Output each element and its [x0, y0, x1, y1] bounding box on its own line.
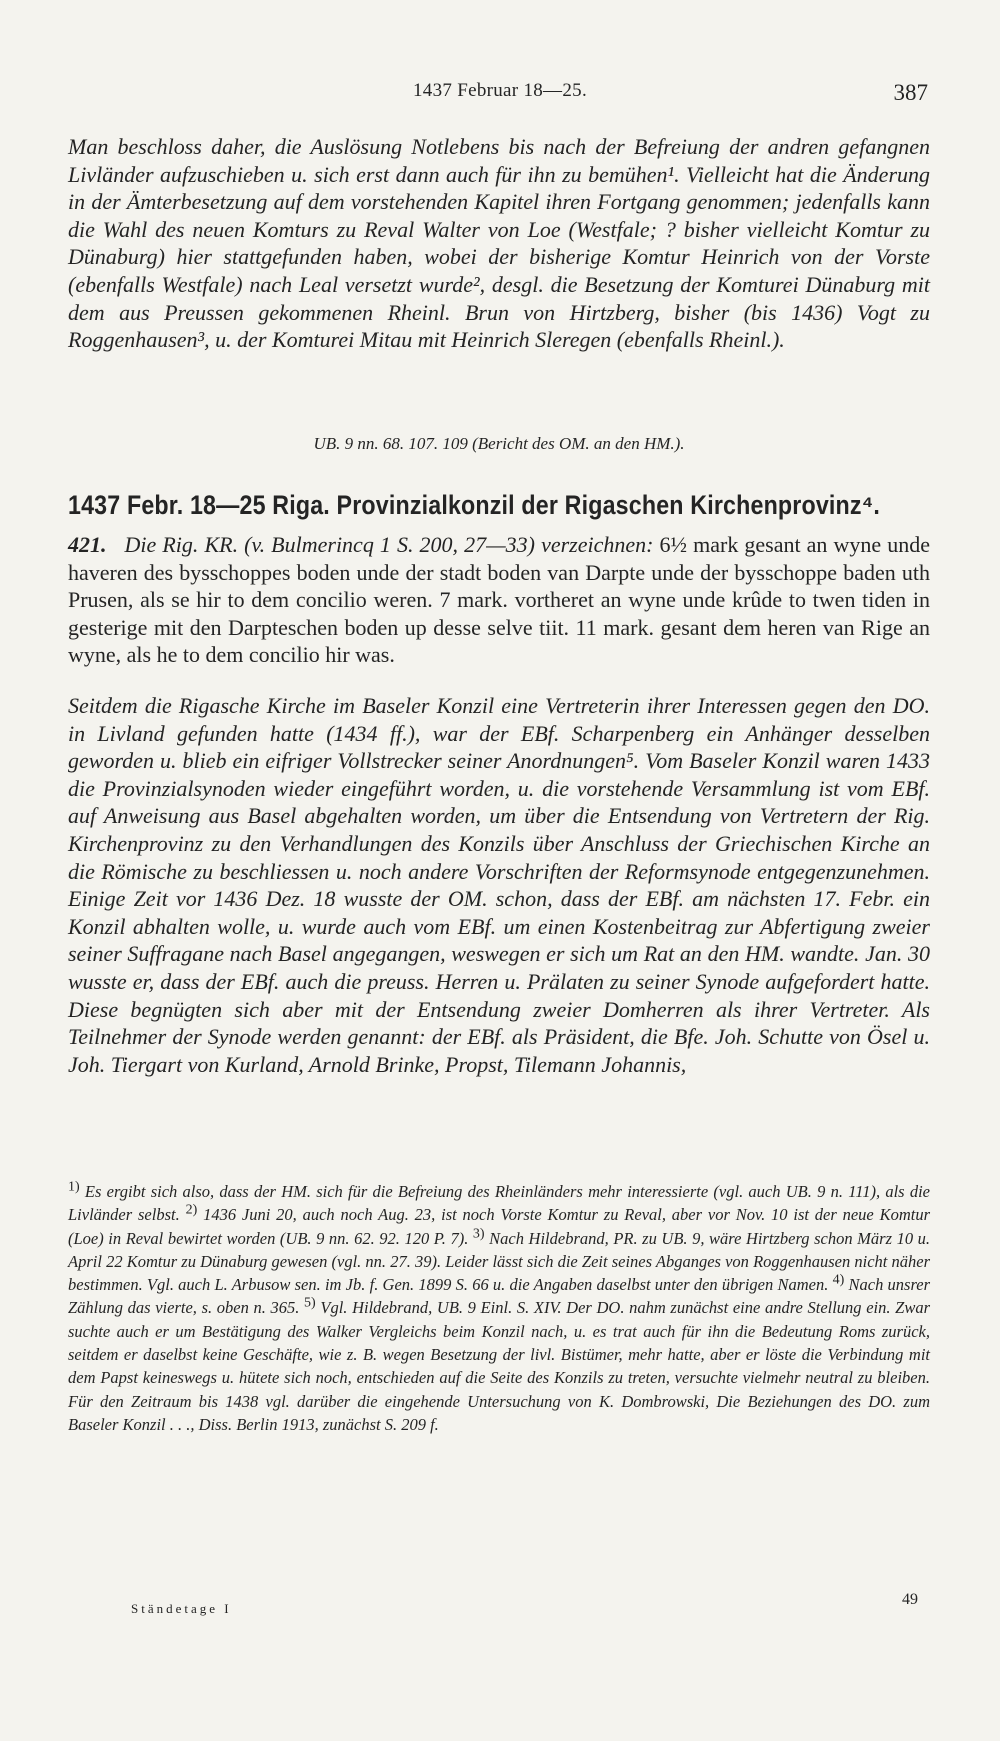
document-intro: Die Rig. KR. (v. Bulmerincq 1 S. 200, 27—33) verzeichnen:	[124, 532, 654, 557]
running-head: 1437 Februar 18—25.	[412, 80, 588, 101]
commentary-paragraph: Man beschloss daher, die Auslösung Notlebens bis nach der Befreiung der andren gefangnen Livländer aufzuschieben u. sich erst dann auch für ihn zu bemühen¹. Vielleicht hat die Änderung in der Ämterbesetzung auf dem vorstehenden Kapitel ihren Fortgang genommen; jedenfalls kann die Wahl des neuen Komturs zu Reval Walter von Loe (Westfale; ? bisher vielleicht Komtur zu Dünaburg) hier stattgefunden haben, wobei der bisherige Komtur Heinrich von der Vorste (ebenfalls Westfale) nach Leal versetzt wurde², desgl. die Besetzung der Komturei Dünaburg mit dem aus Preussen gekommenen Rheinl. Brun von Hirtzberg, bisher (bis 1436) Vogt zu Roggenhausen³, u. der Komturei Mitau mit Heinrich Sleregen (ebenfalls Rheinl.).	[68, 134, 930, 353]
section-heading: 1437 Febr. 18—25 Riga. Provinzialkonzil der Rigaschen Kirchenprovinz⁴.	[68, 490, 880, 520]
document-number: 421.	[68, 532, 107, 557]
commentary-paragraph-2: Seitdem die Rigasche Kirche im Baseler Konzil eine Vertreterin ihrer Interessen gegen den DO. in Livland gefunden hatte (1434 ff.), war der EBf. Scharpenberg ein Anhänger desselben geworden u. blieb ein eifriger Vollstrecker seiner Anordnungen⁵. Vom Baseler Konzil waren 1433 die Provinzialsynoden wieder eingeführt worden, u. die vorstehende Versammlung ist vom EBf. auf Anweisung aus Basel abgehalten worden, um über die Entsendung von Vertretern der Rig. Kirchenprovinz zu den Verhandlungen des Konzils über Anschluss der Griechischen Kirche an die Römische zu beschliessen u. noch andere Vorschriften der Reformsynode entgegenzunehmen. Einige Zeit vor 1436 Dez. 18 wusste der OM. schon, dass der EBf. am nächsten 17. Febr. ein Konzil abhalten wolle, u. wurde auch vom EBf. um einen Kostenbeitrag zur Abfertigung zweier seiner Suffragane nach Basel angegangen, weswegen er sich um Rat an den HM. wandte. Jan. 30 wusste er, dass der EBf. auch die preuss. Herren u. Prälaten zu seiner Synode aufgefordert hatte. Diese begnügten sich aber mit der Entsendung zweier Domherren als ihrer Vertreter. Als Teilnehmer der Synode werden genannt: der EBf. als Präsident, die Bfe. Joh. Schutte von Ösel u. Joh. Tiergart von Kurland, Arnold Brinke, Propst, Tilemann Johannis,	[68, 693, 930, 1077]
footnote-mark: 5)	[304, 1295, 316, 1311]
footnote-text: Nach unsrer Zählung das vierte, s. oben n. 365.	[68, 1275, 931, 1318]
page-body	[68, 133, 930, 1515]
sheet-number: 49	[902, 1591, 918, 1608]
footnote-mark: 1)	[68, 1179, 80, 1195]
footnote-text: Vgl. Hildebrand, UB. 9 Einl. S. XIV. Der DO. nahm zunächst eine andre Stellung ein. Zwar suchte auch er um Bestätigung des Walker Vergleichs beim Konzil nach, u. es trat auch für ihn die Bedeutung Roms zurück, seitdem er daselbst keine Geschäfte, wie z. B. wegen Besetzung der livl. Bistümer, mehr hatte, aber er löste die Verbindung mit dem Papst keineswegs u. hütete sich noch, entschieden auf die Seite des Konzils zu treten, versuchte vielmehr neutral zu bleiben. Für den Zeitraum bis 1438 vgl. darüber die eingehende Untersuchung von K. Dombrowski, Die Beziehungen des DO. zum Baseler Konzil . . ., Diss. Berlin 1913, zunächst S. 209 f.	[68, 1298, 930, 1434]
footnote-text: Es ergibt sich also, dass der HM. sich für die Befreiung des Rheinländers mehr interessierte (vgl. auch UB. 9 n. 111), als die Livländer selbst.	[68, 1182, 931, 1225]
footnote-mark: 2)	[185, 1202, 198, 1218]
footnotes	[68, 1180, 930, 1515]
footnote-text: 1436 Juni 20, auch noch Aug. 23, ist noch Vorste Komtur zu Reval, aber vor Nov. 10 ist der neue Komtur (Loe) in Reval bewirtet worden (UB. 9 nn. 62. 92. 120 P. 7).	[68, 1205, 931, 1248]
sheet-signature: Ständetage I	[131, 1601, 232, 1616]
footnote-text: Nach Hildebrand, PR. zu UB. 9, wäre Hirtzberg schon März 10 u. April 22 Komtur zu Dünaburg gewesen (vgl. nn. 27. 39). Leider lässt sich die Zeit seines Abganges von Roggenhausen nicht näher bestimmen. Vgl. auch L. Arbusow sen. im Jb. f. Gen. 1899 S. 66 u. die Angaben daselbst unter den übrigen Namen.	[68, 1228, 931, 1295]
footnote-mark: 3)	[472, 1226, 485, 1242]
source-reference: UB. 9 nn. 68. 107. 109 (Bericht des OM. an den HM.).	[313, 434, 685, 453]
document-paragraph	[68, 531, 930, 692]
footnote-mark: 4)	[832, 1272, 845, 1288]
page-number: 387	[893, 80, 928, 105]
document-text: 6½ mark gesant an wyne unde haveren des bysschoppes boden unde der stadt boden van Darpte unde der bysschoppe baden uth Prusen, als se hir to dem concilio weren. 7 mark. vortheret an wyne unde krûde to twen tiden in gesterige mit den Darpteschen boden up desse selve tiit. 11 mark. gesant dem heren van Rige an wyne, als he to dem concilio hir was.	[68, 532, 930, 668]
